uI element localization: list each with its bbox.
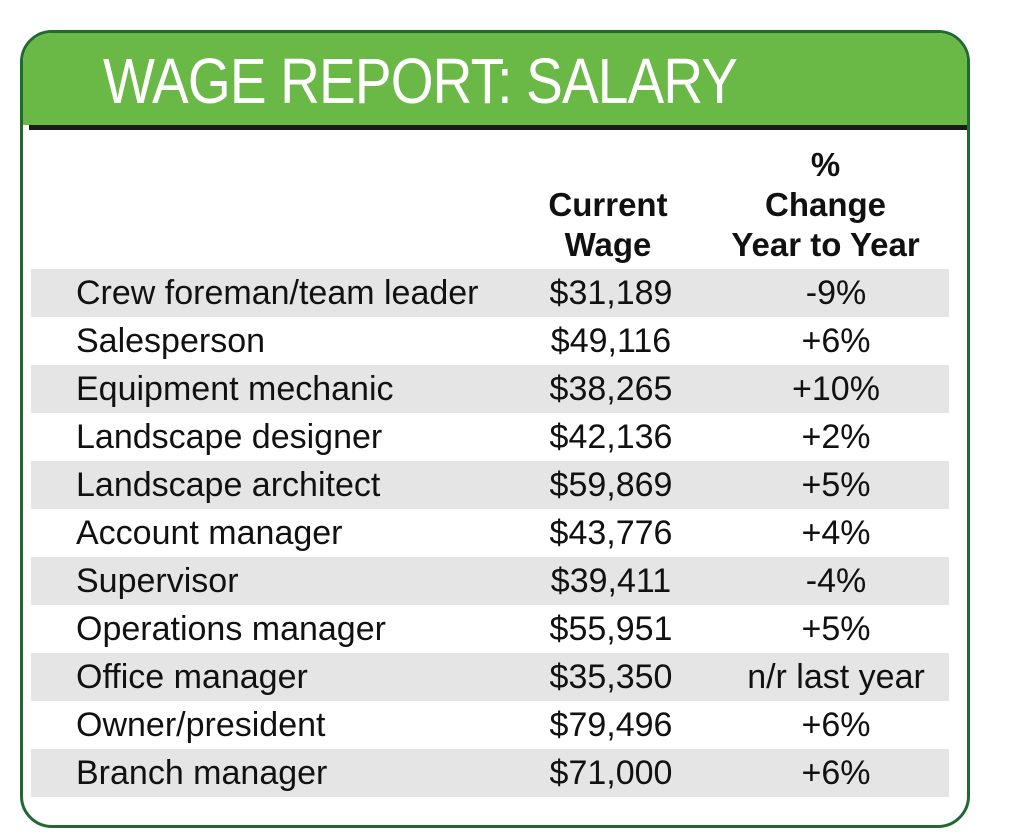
job-title-cell: Owner/president	[76, 706, 326, 744]
column-header-line: %	[810, 146, 841, 183]
current-wage-cell: $49,116	[550, 322, 672, 360]
current-wage-cell: $31,189	[549, 274, 673, 312]
banner-divider	[29, 125, 970, 130]
table-row	[31, 701, 949, 749]
table-row	[31, 605, 949, 653]
current-wage-cell: $59,869	[549, 466, 673, 504]
job-title-cell: Landscape architect	[76, 466, 381, 504]
job-title-cell: Office manager	[76, 658, 308, 696]
table-row	[31, 365, 949, 413]
percent-change-cell: +5%	[801, 610, 871, 648]
job-title-cell: Landscape designer	[76, 418, 383, 456]
current-wage-cell: $55,951	[549, 610, 673, 648]
current-wage-cell: $43,776	[549, 514, 673, 552]
current-wage-cell: $38,265	[549, 370, 673, 408]
current-wage-cell: $42,136	[549, 418, 673, 456]
column-header-line: Current	[548, 186, 668, 223]
percent-change-cell: +4%	[801, 514, 871, 552]
table-row	[31, 653, 949, 701]
percent-change-cell: +5%	[801, 466, 871, 504]
salary-table	[31, 269, 949, 797]
table-row	[31, 461, 949, 509]
current-wage-cell: $39,411	[550, 562, 672, 600]
current-wage-cell: $79,496	[549, 706, 673, 744]
column-header-line: Wage	[564, 226, 652, 263]
job-title-cell: Supervisor	[76, 562, 239, 600]
column-header-percent-change	[713, 145, 938, 265]
job-title-cell: Equipment mechanic	[76, 370, 394, 408]
column-header-line: Year to Year	[731, 226, 920, 263]
column-header-current-wage	[518, 185, 698, 265]
title-banner	[23, 33, 967, 125]
current-wage-cell: $71,000	[549, 754, 673, 792]
job-title-cell: Branch manager	[76, 754, 328, 792]
percent-change-cell: n/r last year	[747, 658, 925, 696]
table-row	[31, 509, 949, 557]
table-row	[31, 269, 949, 317]
wage-report-card	[20, 30, 970, 828]
table-row	[31, 317, 949, 365]
job-title-cell: Operations manager	[76, 610, 386, 648]
percent-change-cell: +10%	[792, 370, 880, 408]
percent-change-cell: -9%	[805, 274, 867, 312]
current-wage-cell: $35,350	[549, 658, 673, 696]
column-header-line: Change	[764, 186, 886, 223]
percent-change-cell: +6%	[801, 322, 871, 360]
table-row	[31, 749, 949, 797]
percent-change-cell: +6%	[801, 706, 871, 744]
table-row	[31, 557, 949, 605]
percent-change-cell: +2%	[801, 418, 871, 456]
job-title-cell: Account manager	[76, 514, 343, 552]
job-title-cell: Salesperson	[76, 322, 266, 360]
percent-change-cell: -4%	[805, 562, 867, 600]
job-title-cell: Crew foreman/team leader	[76, 274, 479, 312]
percent-change-cell: +6%	[801, 754, 871, 792]
report-title: WAGE REPORT: SALARY	[103, 45, 738, 117]
table-row	[31, 413, 949, 461]
